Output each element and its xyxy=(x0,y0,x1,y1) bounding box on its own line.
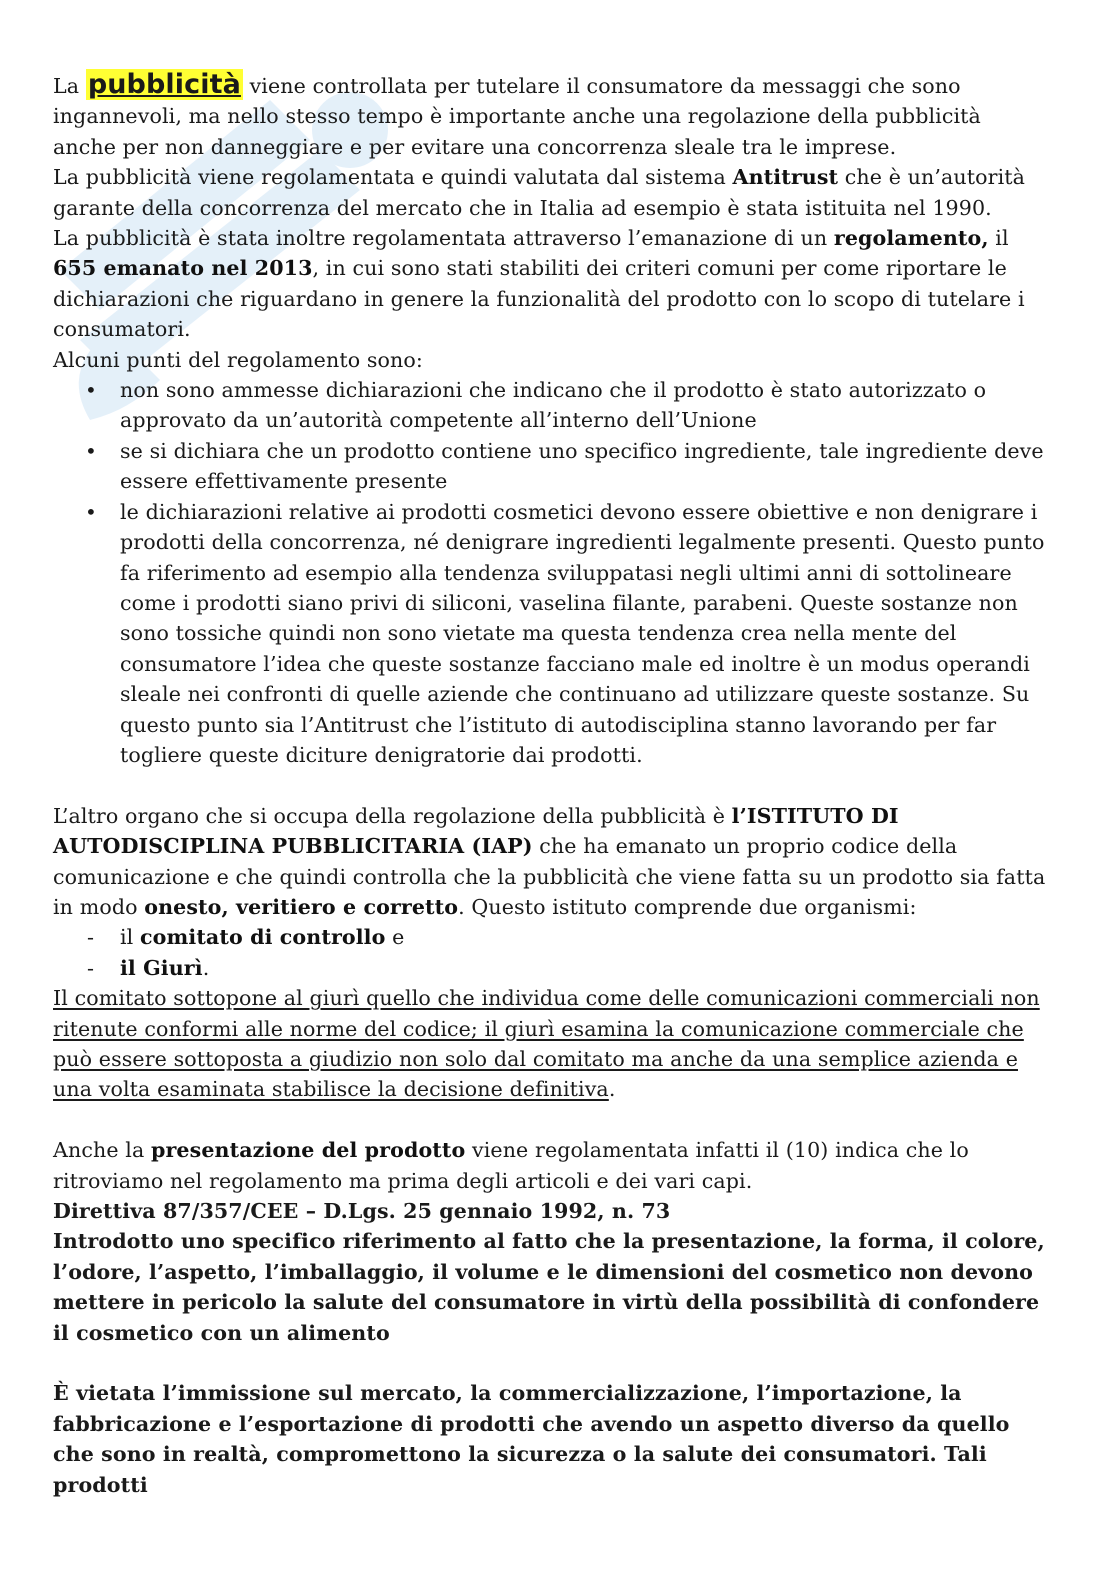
iap-text: L’altro organo che si occupa della regolazione della pubblicità è xyxy=(53,803,732,828)
regolamento-number: 655 emanato nel 2013 xyxy=(53,256,313,281)
organism-giuri: il Giurì xyxy=(120,955,203,980)
organism-text: il xyxy=(120,925,141,950)
list-item: • le dichiarazioni relative ai prodotti cosmetici devono essere obiettive e non denigrare i prodotti della concorrenza, né denigrare ingredienti legalmente presenti. Questo punto fa riferimento ad esempio alla tendenza sviluppatasi negli ultimi anni di sottolineare come i prodotti siano privi di siliconi, vaselina filante, parabeni. Queste sostanze non sono tossiche quindi non sono vietate ma questa tendenza crea nella mente del consumatore l’idea che queste sostanze facciano male ed inoltre è un modus operandi sleale nei confronti di quelle aziende che continuano ad utilizzare queste sostanze. Su questo punto sia l’Antitrust che l’istituto di autodisciplina stanno lavorando per far togliere queste diciture denigratorie dai prodotti. xyxy=(53,497,1048,771)
paragraph-points-heading: Alcuni punti del regolamento sono: xyxy=(53,347,423,372)
paragraph-directive-summary: Introdotto uno specifico riferimento al fatto che la presentazione, la forma, il colore, l’odore, l’aspetto, l’imballaggio, il volume e le dimensioni del cosmetico non devono mettere in pericolo la salute del consumatore in virtù della possibilità di confondere il cosmetico con un alimento xyxy=(53,1229,1045,1345)
organism-text-rest: e xyxy=(385,925,405,950)
directive-reference: Direttiva 87/357/CEE – D.Lgs. 25 gennaio 1992, n. 73 xyxy=(53,1199,671,1223)
presentazione-text-rest: viene regolamentata infatti il (10) indica che lo ritroviamo nel regolamento ma prima degli articoli e dei vari capi. xyxy=(53,1138,969,1193)
regolamento-text-rest: , in cui sono stati stabiliti dei criteri comuni per come riportare le dichiarazioni che riguardano in genere la funzionalità del prodotto con lo scopo di tutelare i consumatori. xyxy=(53,256,1025,342)
highlighted-term: pubblicità xyxy=(87,69,241,100)
paragraph-presentazione xyxy=(53,1135,1048,1196)
iap-text-mid: che ha emanato un proprio codice della comunicazione e che quindi controlla che la pubblicità che viene fatta su un prodotto sia fatta in modo xyxy=(53,834,1046,919)
paragraph-intro xyxy=(53,70,1048,162)
underlined-text-punct: . xyxy=(608,1077,616,1102)
antitrust-term: Antitrust xyxy=(732,165,839,190)
spacer xyxy=(53,770,1048,800)
intro-text: La xyxy=(53,74,86,98)
regolamento-points-list xyxy=(53,375,1048,770)
list-item: • non sono ammesse dichiarazioni che indicano che il prodotto è stato autorizzato o approvato da un’autorità competente all’interno dell’Unione xyxy=(53,375,1048,436)
iap-organisms-list xyxy=(53,922,1048,983)
regolamento-mid: il xyxy=(988,226,1009,251)
paragraph-antitrust xyxy=(53,162,1048,223)
regolamento-term: regolamento, xyxy=(833,226,989,251)
antitrust-text-rest: che è un’autorità garante della concorrenza del mercato che in Italia ad esempio è stata istituita nel 1990. xyxy=(53,165,1026,220)
presentazione-text: Anche la xyxy=(53,1138,151,1163)
list-item xyxy=(53,922,1048,952)
paragraph-prohibition: È vietata l’immissione sul mercato, la commercializzazione, l’importazione, la fabbricazione e l’esportazione di prodotti che avendo un aspetto diverso da quello che sono in realtà, compromettono la sicurezza o la salute dei consumatori. Tali prodotti xyxy=(53,1381,1010,1497)
paragraph-iap xyxy=(53,801,1048,923)
intro-text-rest: viene controllata per tutelare il consumatore da messaggi che sono ingannevoli, ma nello stesso tempo è importante anche una regolazione della pubblicità anche per non danneggiare e per evitare una concorrenza sleale tra le imprese. xyxy=(53,74,981,159)
antitrust-text: La pubblicità viene regolamentata e quindi valutata dal sistema xyxy=(53,165,733,190)
list-item: • se si dichiara che un prodotto contiene uno specifico ingrediente, tale ingrediente deve essere effettivamente presente xyxy=(53,436,1048,497)
paragraph-comitato-giuri xyxy=(53,983,1048,1105)
spacer xyxy=(53,1105,1048,1135)
list-item xyxy=(53,953,1048,983)
paragraph-regolamento xyxy=(53,223,1048,345)
iap-term: l’ISTITUTO DI AUTODISCIPLINA PUBBLICITARIA (IAP) xyxy=(53,803,899,859)
presentazione-term: presentazione del prodotto xyxy=(150,1138,466,1163)
organism-comitato: comitato di controllo xyxy=(140,925,386,950)
regolamento-text: La pubblicità è stata inoltre regolamentata attraverso l’emanazione di un xyxy=(53,226,834,251)
spacer xyxy=(53,1348,1048,1378)
document-body xyxy=(53,70,1048,1500)
iap-qualities: onesto, veritiero e corretto xyxy=(144,894,459,919)
underlined-text: Il comitato sottopone al giurì quello che individua come delle comunicazioni commerciali non ritenute conformi alle norme del codice; il giurì esamina la comunicazione commerciale che può essere sottoposta a giudizio non solo dal comitato ma anche da una semplice azienda e una volta esaminata stabilisce la decisione definitiva xyxy=(53,986,1040,1102)
iap-text-rest: . Questo istituto comprende due organismi: xyxy=(458,894,917,919)
organism-punct: . xyxy=(202,955,210,980)
